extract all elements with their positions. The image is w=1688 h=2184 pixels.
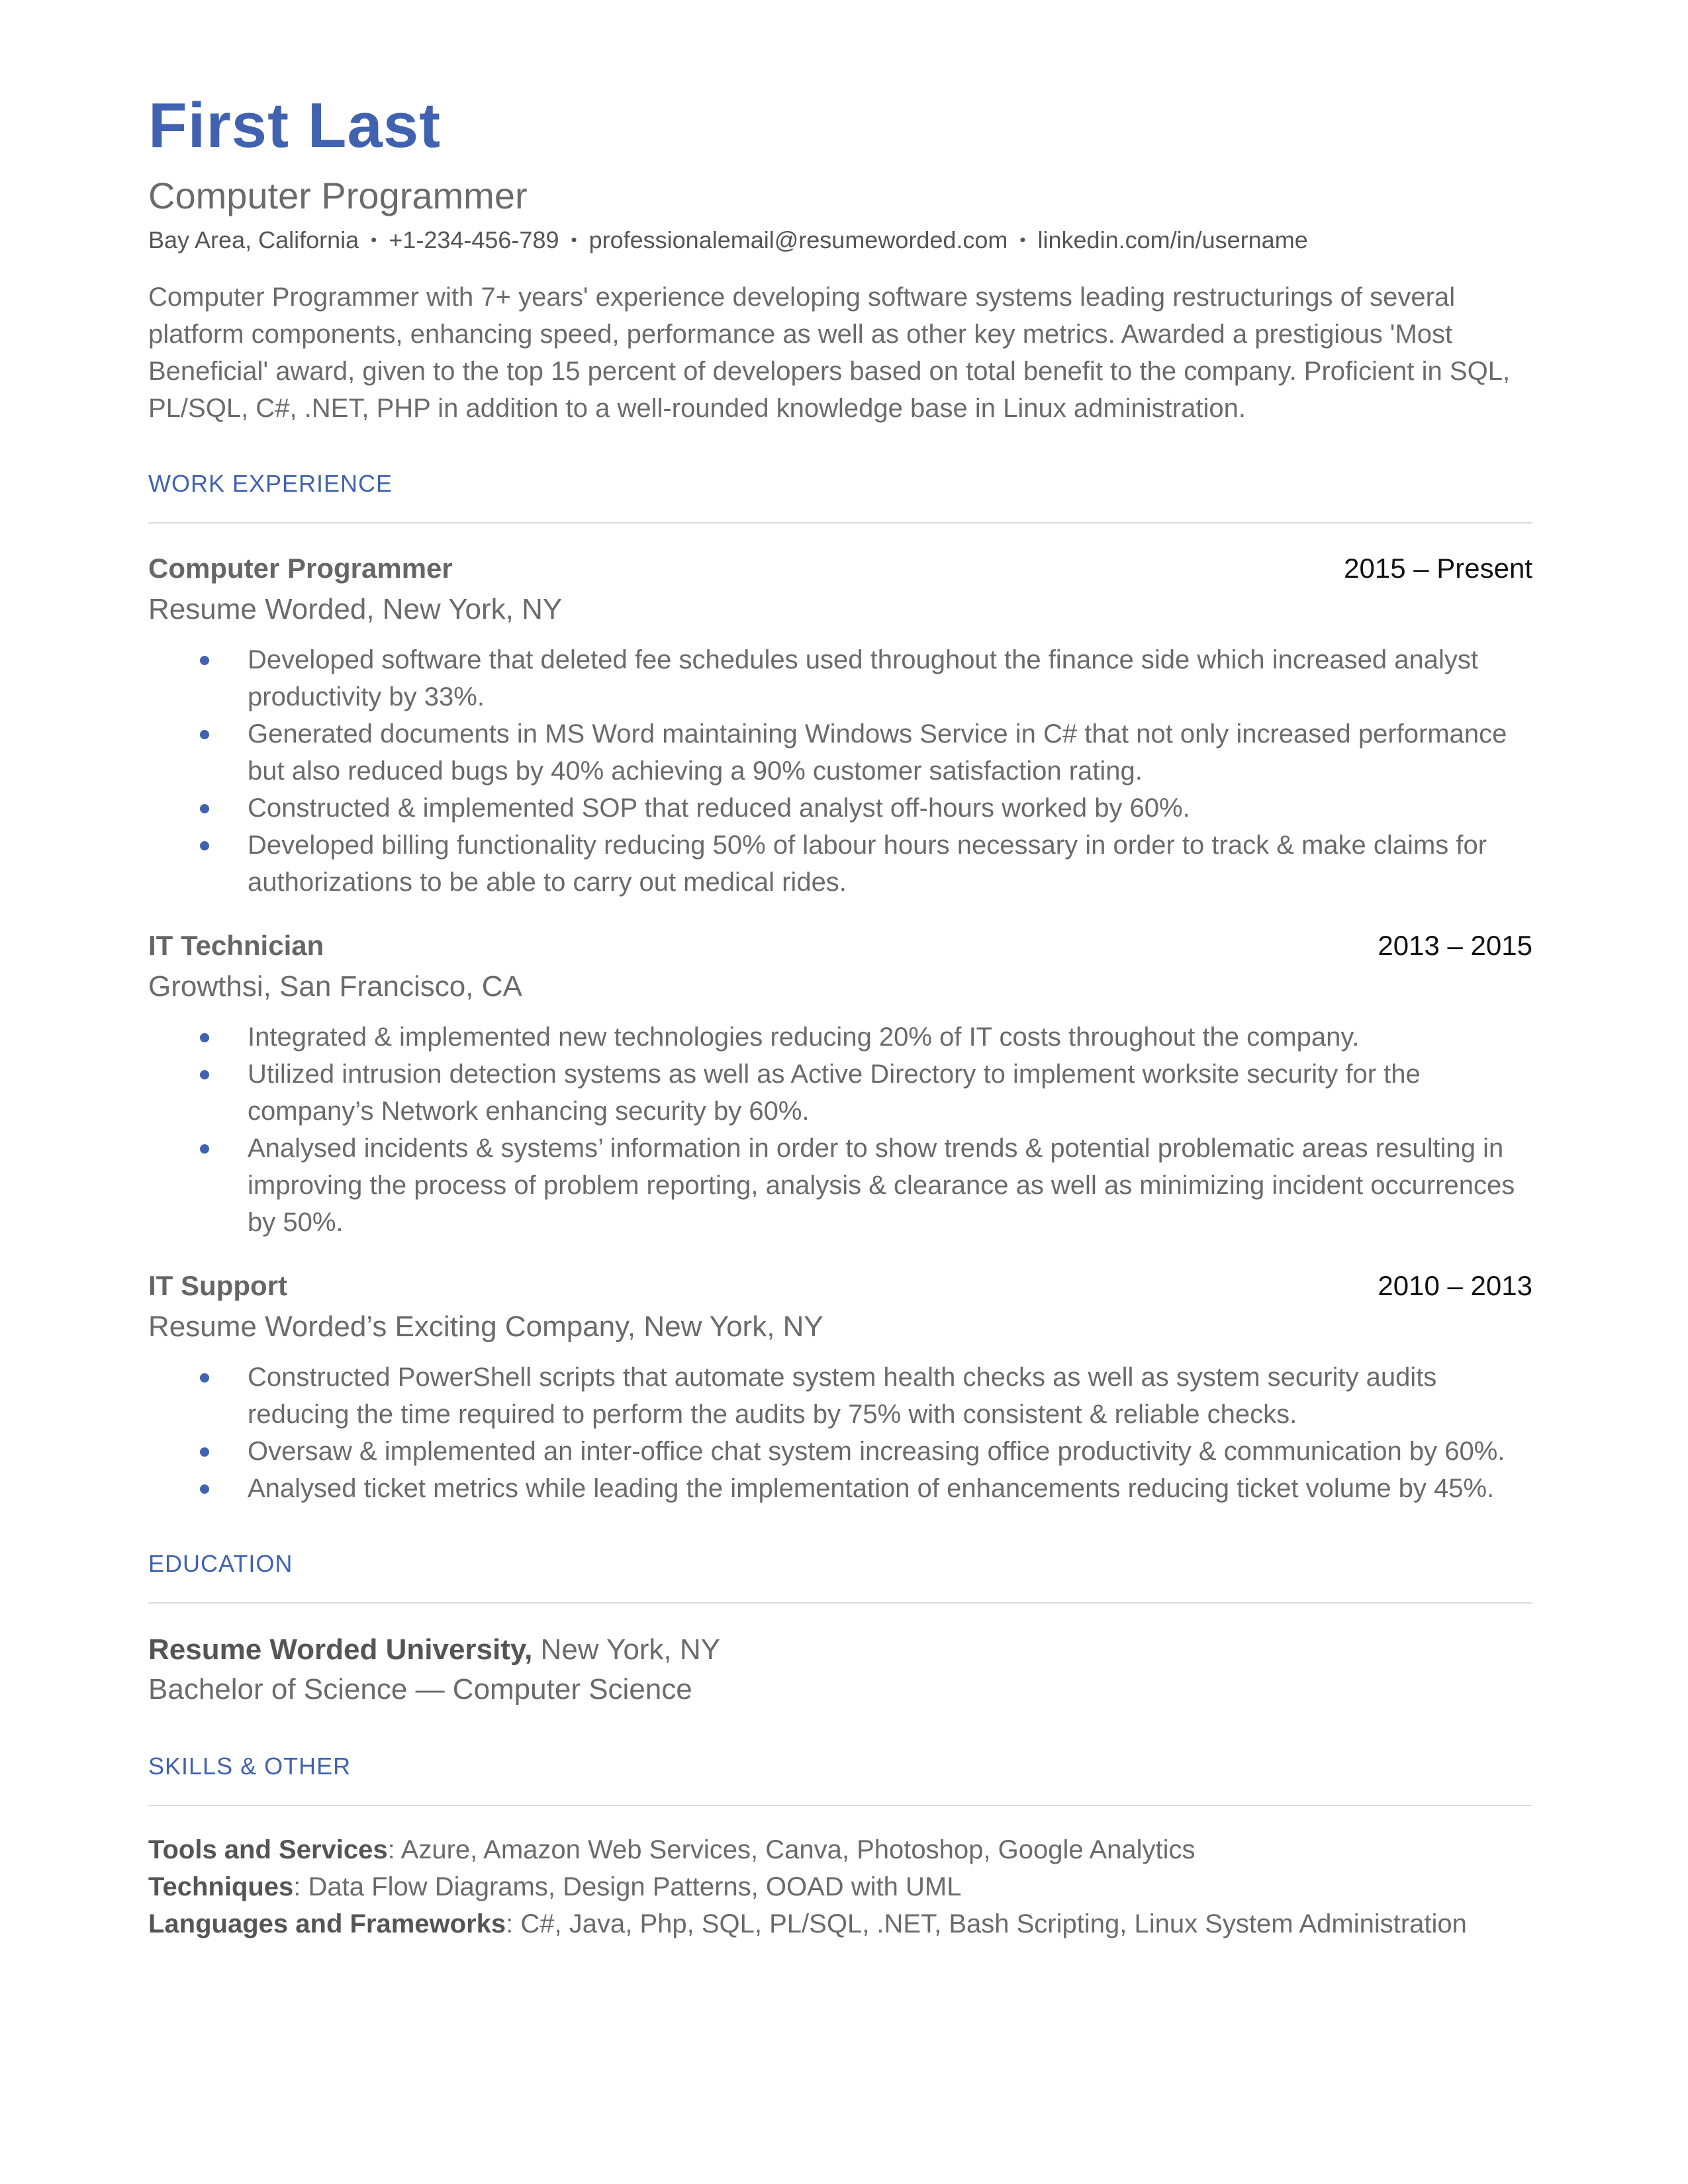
list-item: [148, 790, 1532, 827]
job-bullets: [148, 641, 1532, 901]
list-item: [148, 1056, 1532, 1130]
skill-value: : Azure, Amazon Web Services, Canva, Photoshop, Google Analytics: [387, 1835, 1196, 1864]
job-dates: 2013 – 2015: [1378, 930, 1532, 961]
skill-line: [148, 1868, 1532, 1905]
job-header: [148, 1267, 1532, 1304]
skills-list: [148, 1831, 1532, 1942]
list-item: [148, 1470, 1532, 1507]
bullet-text: Analysed incidents & systems’ information in order to show trends & potential problematic areas resulting in improving the process of problem reporting, analysis & clearance as well as minimizing incident occurrences by 50%.: [248, 1134, 1515, 1237]
education-location: New York, NY: [532, 1633, 721, 1666]
job-bullets: [148, 1359, 1532, 1507]
section-heading-work: WORK EXPERIENCE: [148, 470, 393, 497]
contact-linkedin[interactable]: linkedin.com/in/username: [1037, 226, 1308, 253]
section-divider: [148, 1602, 1532, 1604]
list-item: [148, 1433, 1532, 1470]
education-school: Resume Worded University,: [148, 1633, 533, 1666]
list-item: [148, 827, 1532, 901]
job-dates: 2010 – 2013: [1378, 1270, 1532, 1301]
bullet-text: Developed billing functionality reducing 50% of labour hours necessary in order to track & make claims for authorizations to be able to carry out medical rides.: [248, 831, 1487, 897]
bullet-icon: [200, 730, 209, 739]
skill-line: [148, 1831, 1532, 1868]
contact-separator: •: [1019, 230, 1026, 250]
job-title: IT Support: [148, 1270, 287, 1301]
bullet-text: Developed software that deleted fee schedules used throughout the finance side which increased analyst productivity by 33%.: [248, 645, 1478, 711]
contact-phone[interactable]: +1-234-456-789: [389, 226, 559, 253]
list-item: [148, 641, 1532, 715]
skill-label: Techniques: [148, 1872, 294, 1901]
bullet-icon: [200, 656, 209, 665]
bullet-icon: [200, 804, 209, 813]
bullet-icon: [200, 1484, 209, 1494]
section-heading-education: EDUCATION: [148, 1550, 293, 1577]
contact-separator: •: [371, 230, 377, 250]
job-header: [148, 927, 1532, 964]
job-entry: [148, 927, 1532, 1241]
list-item: [148, 715, 1532, 790]
education-degree: Bachelor of Science — Computer Science: [148, 1673, 692, 1706]
skill-value: : C#, Java, Php, SQL, PL/SQL, .NET, Bash Scripting, Linux System Administration: [506, 1909, 1467, 1938]
skill-label: Tools and Services: [148, 1835, 388, 1864]
job-company: Resume Worded’s Exciting Company, New York, NY: [148, 1310, 823, 1343]
skill-line: [148, 1905, 1532, 1942]
section-divider: [148, 1805, 1532, 1806]
bullet-icon: [200, 1070, 209, 1079]
candidate-name: First Last: [148, 90, 442, 161]
resume-page: [148, 86, 1532, 1942]
list-item: [148, 1359, 1532, 1433]
job-entry: [148, 1267, 1532, 1507]
contact-location: Bay Area, California: [148, 226, 359, 253]
contact-line: [148, 224, 1532, 256]
bullet-text: Integrated & implemented new technologies reducing 20% of IT costs throughout the company.: [248, 1023, 1360, 1052]
bullet-icon: [200, 1447, 209, 1457]
job-title: Computer Programmer: [148, 553, 453, 584]
section-heading-skills: SKILLS & OTHER: [148, 1752, 352, 1780]
job-company: Resume Worded, New York, NY: [148, 593, 563, 625]
bullet-icon: [200, 841, 209, 850]
list-item: [148, 1019, 1532, 1056]
bullet-text: Constructed PowerShell scripts that automate system health checks as well as system security audits reducing the time required to perform the audits by 75% with consistent & reliable checks.: [248, 1363, 1437, 1429]
bullet-text: Analysed ticket metrics while leading the implementation of enhancements reducing ticket volume by 45%.: [248, 1474, 1495, 1503]
job-entry: [148, 550, 1532, 901]
job-dates: 2015 – Present: [1344, 553, 1532, 584]
bullet-text: Oversaw & implemented an inter-office chat system increasing office productivity & communication by 60%.: [248, 1437, 1505, 1466]
skill-label: Languages and Frameworks: [148, 1909, 506, 1938]
list-item: [148, 1130, 1532, 1241]
contact-separator: •: [571, 230, 577, 250]
bullet-text: Generated documents in MS Word maintaining Windows Service in C# that not only increased performance but also reduced bugs by 40% achieving a 90% customer satisfaction rating.: [248, 719, 1507, 786]
job-company: Growthsi, San Francisco, CA: [148, 970, 522, 1003]
bullet-icon: [200, 1373, 209, 1383]
job-bullets: [148, 1019, 1532, 1241]
candidate-title: Computer Programmer: [148, 175, 528, 216]
bullet-icon: [200, 1033, 209, 1042]
summary-paragraph: Computer Programmer with 7+ years' experience developing software systems leading restructurings of several platform components, enhancing speed, performance as well as other key metrics. Awarded a prestigious 'Most Beneficial' award, given to the top 15 percent of developers based on total benefit to the company. Proficient in SQL, PL/SQL, C#, .NET, PHP in addition to a well-rounded knowledge base in Linux administration.: [148, 283, 1511, 423]
contact-email[interactable]: professionalemail@resumeworded.com: [588, 226, 1008, 253]
skill-value: : Data Flow Diagrams, Design Patterns, OOAD with UML: [293, 1872, 962, 1901]
job-title: IT Technician: [148, 930, 324, 961]
education-entry: [148, 1630, 1532, 1709]
job-header: [148, 550, 1532, 587]
bullet-text: Constructed & implemented SOP that reduced analyst off-hours worked by 60%.: [248, 794, 1190, 823]
bullet-icon: [200, 1144, 209, 1154]
section-divider: [148, 522, 1532, 523]
bullet-text: Utilized intrusion detection systems as well as Active Directory to implement worksite security for the company’s Network enhancing security by 60%.: [248, 1060, 1421, 1126]
education-school-line: [148, 1630, 1532, 1670]
